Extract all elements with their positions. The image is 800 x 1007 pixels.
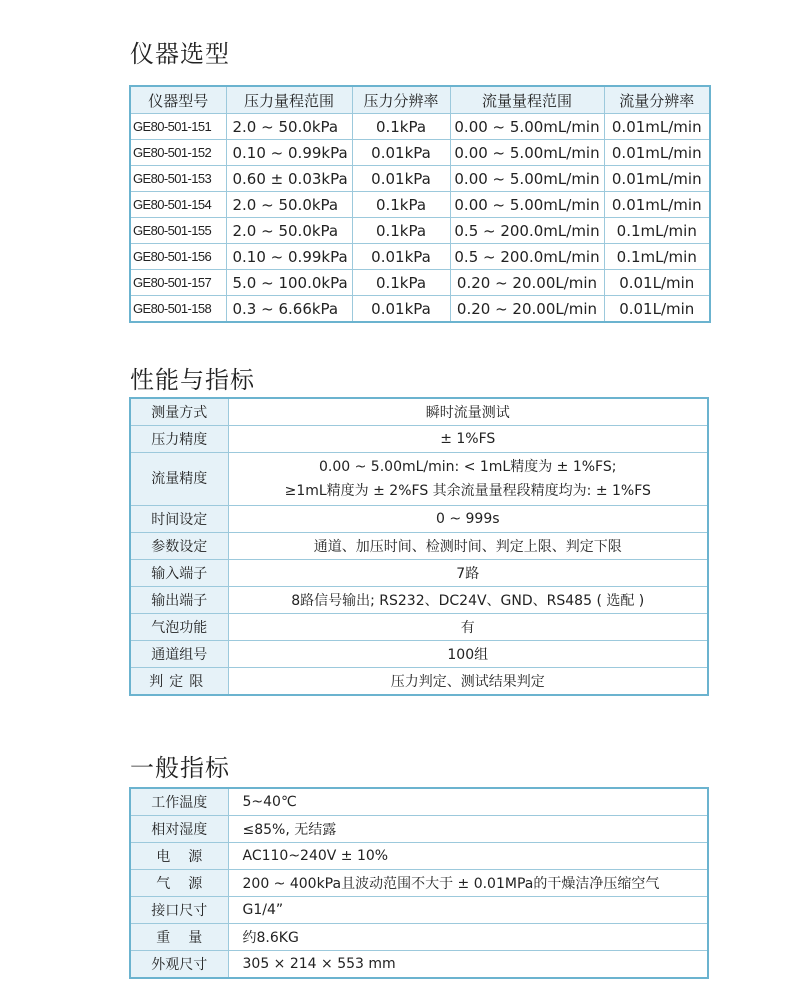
table-row: [130, 788, 708, 816]
pressure-resolution-cell: 0.1kPa: [352, 218, 450, 244]
pressure-resolution-cell: 0.1kPa: [352, 270, 450, 296]
table-row: [130, 843, 708, 870]
table-row: [130, 897, 708, 924]
flow-range-cell: 0.00 ~ 5.00mL/min: [450, 192, 604, 218]
spec-value: 瞬时流量测试: [228, 398, 708, 426]
spec-label: 参数设定: [130, 533, 228, 560]
model-cell: GE80-501-158: [130, 296, 226, 323]
pressure-resolution-cell: 0.01kPa: [352, 140, 450, 166]
table-row: [130, 668, 708, 696]
model-cell: GE80-501-152: [130, 140, 226, 166]
col-header-flow-range: 流量量程范围: [450, 86, 604, 114]
spec-value: 约8.6KG: [228, 924, 708, 951]
spec-value: 有: [228, 614, 708, 641]
spec-label: 相对湿度: [130, 816, 228, 843]
spec-value: ± 1%FS: [228, 426, 708, 453]
model-cell: GE80-501-154: [130, 192, 226, 218]
col-header-pressure-resolution: 压力分辨率: [352, 86, 450, 114]
table-row: [130, 560, 708, 587]
spec-value: 100组: [228, 641, 708, 668]
flow-range-cell: 0.00 ~ 5.00mL/min: [450, 166, 604, 192]
spec-label: 测量方式: [130, 398, 228, 426]
col-header-flow-resolution: 流量分辨率: [604, 86, 710, 114]
pressure-resolution-cell: 0.01kPa: [352, 166, 450, 192]
model-cell: GE80-501-153: [130, 166, 226, 192]
flow-resolution-cell: 0.1mL/min: [604, 218, 710, 244]
pressure-range-cell: 0.10 ~ 0.99kPa: [226, 140, 352, 166]
spec-value: 305 × 214 × 553 mm: [228, 951, 708, 979]
table-row: [130, 244, 710, 270]
spec-label: 时间设定: [130, 506, 228, 533]
pressure-range-cell: 0.60 ± 0.03kPa: [226, 166, 352, 192]
model-cell: GE80-501-156: [130, 244, 226, 270]
general-table: [129, 787, 709, 979]
spec-label: 接口尺寸: [130, 897, 228, 924]
col-header-model: 仪器型号: [130, 86, 226, 114]
table-row: [130, 816, 708, 843]
spec-label: 气泡功能: [130, 614, 228, 641]
spec-label: 判定限: [130, 668, 228, 696]
flow-resolution-cell: 0.1mL/min: [604, 244, 710, 270]
pressure-range-cell: 0.3 ~ 6.66kPa: [226, 296, 352, 323]
section-title-selection: 仪器选型: [130, 40, 230, 68]
pressure-range-cell: 2.0 ~ 50.0kPa: [226, 218, 352, 244]
table-row: [130, 218, 710, 244]
spec-value: ≤85%, 无结露: [228, 816, 708, 843]
spec-label: 压力精度: [130, 426, 228, 453]
spec-label: 工作温度: [130, 788, 228, 816]
spec-label: 通道组号: [130, 641, 228, 668]
section-title-general: 一般指标: [130, 754, 230, 782]
table-row: [130, 924, 708, 951]
table-row: [130, 296, 710, 323]
pressure-range-cell: 0.10 ~ 0.99kPa: [226, 244, 352, 270]
spec-value: 7路: [228, 560, 708, 587]
spec-label: 流量精度: [130, 453, 228, 506]
table-row: [130, 453, 708, 506]
table-row: [130, 870, 708, 897]
table-row: [130, 533, 708, 560]
flow-resolution-cell: 0.01mL/min: [604, 140, 710, 166]
spec-value: 压力判定、测试结果判定: [228, 668, 708, 696]
spec-value: 5~40℃: [228, 788, 708, 816]
flow-range-cell: 0.20 ~ 20.00L/min: [450, 270, 604, 296]
spec-value-line: ≥1mL精度为 ± 2%FS 其余流量量程段精度均为: ± 1%FS: [284, 483, 651, 499]
spec-value: 0 ~ 999s: [228, 506, 708, 533]
spec-label: 输出端子: [130, 587, 228, 614]
spec-value: AC110~240V ± 10%: [228, 843, 708, 870]
spec-value: 通道、加压时间、检测时间、判定上限、判定下限: [228, 533, 708, 560]
model-cell: GE80-501-155: [130, 218, 226, 244]
model-cell: GE80-501-157: [130, 270, 226, 296]
pressure-resolution-cell: 0.1kPa: [352, 114, 450, 140]
pressure-range-cell: 5.0 ~ 100.0kPa: [226, 270, 352, 296]
spec-value: 200 ~ 400kPa且波动范围不大于 ± 0.01MPa的干燥洁净压缩空气: [228, 870, 708, 897]
model-cell: GE80-501-151: [130, 114, 226, 140]
pressure-range-cell: 2.0 ~ 50.0kPa: [226, 114, 352, 140]
spec-label: 电源: [130, 843, 228, 870]
table-row: [130, 270, 710, 296]
col-header-pressure-range: 压力量程范围: [226, 86, 352, 114]
section-title-performance: 性能与指标: [130, 366, 255, 394]
flow-range-cell: 0.00 ~ 5.00mL/min: [450, 114, 604, 140]
table-row: [130, 951, 708, 979]
flow-resolution-cell: 0.01mL/min: [604, 192, 710, 218]
pressure-resolution-cell: 0.01kPa: [352, 244, 450, 270]
table-row: [130, 140, 710, 166]
flow-range-cell: 0.20 ~ 20.00L/min: [450, 296, 604, 323]
spec-label: 外观尺寸: [130, 951, 228, 979]
pressure-range-cell: 2.0 ~ 50.0kPa: [226, 192, 352, 218]
flow-range-cell: 0.5 ~ 200.0mL/min: [450, 218, 604, 244]
spec-value: G1/4”: [228, 897, 708, 924]
table-row: [130, 614, 708, 641]
selection-table: [129, 85, 711, 323]
flow-resolution-cell: 0.01mL/min: [604, 114, 710, 140]
table-row: [130, 114, 710, 140]
table-row: [130, 426, 708, 453]
pressure-resolution-cell: 0.1kPa: [352, 192, 450, 218]
pressure-resolution-cell: 0.01kPa: [352, 296, 450, 323]
flow-resolution-cell: 0.01mL/min: [604, 166, 710, 192]
table-header-row: [130, 86, 710, 114]
flow-resolution-cell: 0.01L/min: [604, 270, 710, 296]
spec-label: 气源: [130, 870, 228, 897]
flow-resolution-cell: 0.01L/min: [604, 296, 710, 323]
performance-table: [129, 397, 709, 696]
table-row: [130, 398, 708, 426]
table-row: [130, 506, 708, 533]
table-row: [130, 192, 710, 218]
spec-label: 重量: [130, 924, 228, 951]
flow-range-cell: 0.5 ~ 200.0mL/min: [450, 244, 604, 270]
table-row: [130, 587, 708, 614]
spec-value-line: 0.00 ~ 5.00mL/min: < 1mL精度为 ± 1%FS;: [319, 459, 617, 475]
spec-value: 8路信号输出; RS232、DC24V、GND、RS485 ( 选配 ): [228, 587, 708, 614]
table-row: [130, 641, 708, 668]
table-row: [130, 166, 710, 192]
flow-range-cell: 0.00 ~ 5.00mL/min: [450, 140, 604, 166]
spec-label: 输入端子: [130, 560, 228, 587]
spec-value: [228, 453, 708, 506]
